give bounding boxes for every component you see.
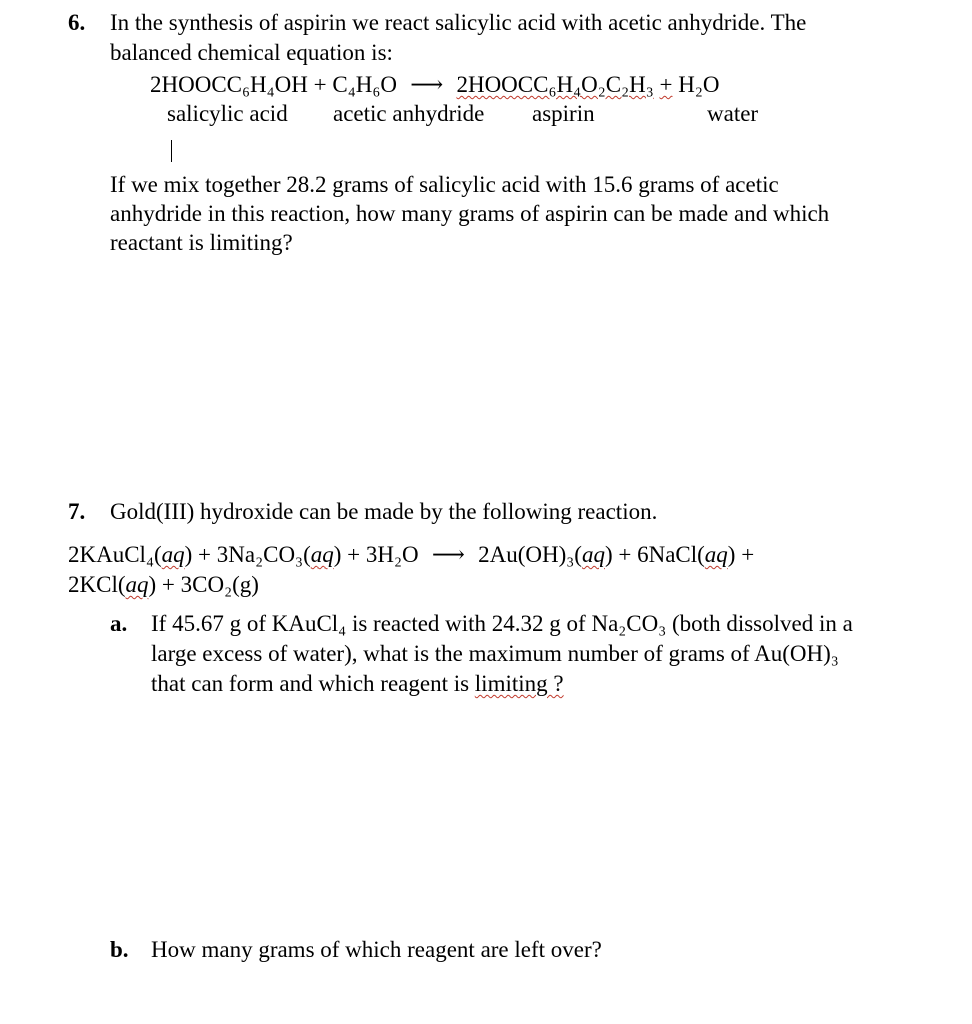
q7-eq-aq: aq (310, 542, 334, 567)
q7-eq-co2: ) + 3CO₂(g) (148, 572, 259, 597)
q6-equation-water: H₂O (678, 72, 720, 97)
q6-intro-line1: In the synthesis of aspirin we react salicylic acid with acetic anhydride. The (110, 10, 807, 35)
q7-eq-nacl: ) + 6NaCl( (604, 542, 705, 567)
q7-eq-h2o: ) + 3H₂O (333, 542, 419, 567)
label-salicylic-acid: salicylic acid (167, 101, 288, 126)
label-aspirin: aspirin (532, 101, 595, 126)
q7-part-a-limiting: limiting ? (474, 671, 564, 696)
q7-part-a-line3 (151, 669, 564, 699)
q7-part-a-line2: large excess of water), what is the maximum number of grams of Au(OH)₃ (151, 641, 839, 666)
q7-part-b-label: b. (110, 937, 129, 962)
q7-eq-aq: aq (704, 542, 728, 567)
q6-body-line3: reactant is limiting? (110, 230, 293, 255)
q6-equation (150, 70, 719, 100)
q6-intro-line2: balanced chemical equation is: (110, 40, 393, 65)
q6-equation-reactants: 2HOOCC₆H₄OH + C₄H₆O (150, 72, 397, 97)
q7-part-a-line1: If 45.67 g of KAuCl₄ is reacted with 24.32 g of Na₂CO₃ (both dissolved in a (151, 611, 853, 636)
q7-eq-kcl: 2KCl( (68, 572, 126, 597)
q7-eq-aq: aq (125, 572, 149, 597)
q7-part-b-text: How many grams of which reagent are left over? (151, 937, 602, 962)
q7-part-a-line3-text: that can form and which reagent is (151, 671, 475, 696)
label-water: water (707, 101, 759, 126)
q6-equation-aspirin: 2HOOCC₆H₄O₂C₂H₃ (456, 72, 654, 97)
q6-body-line1: If we mix together 28.2 grams of salicylic acid with 15.6 grams of acetic (110, 172, 779, 197)
q7-eq-na2co3: ) + 3Na₂CO₃( (184, 542, 311, 567)
q7-intro: Gold(III) hydroxide can be made by the following reaction. (110, 499, 658, 524)
reaction-arrow-icon: ⟶ (410, 72, 444, 97)
reaction-arrow-icon: ⟶ (431, 542, 465, 567)
q6-body-line2: anhydride in this reaction, how many grams of aspirin can be made and which (110, 201, 830, 226)
q7-eq-auoh3: 2Au(OH)₃( (478, 542, 582, 567)
q7-equation-line1 (68, 540, 754, 570)
q7-eq-plus: ) + (727, 542, 755, 567)
label-acetic-anhydride: acetic anhydride (333, 101, 485, 126)
q7-part-a-label: a. (110, 611, 128, 636)
q6-equation-plus: + (659, 72, 673, 97)
q7-eq-kaucl4: 2KAuCl₄( (68, 542, 162, 567)
q6-number: 6. (68, 10, 86, 35)
q7-eq-aq: aq (581, 542, 605, 567)
q7-number: 7. (68, 499, 86, 524)
q7-eq-aq: aq (161, 542, 185, 567)
text-cursor (171, 140, 172, 162)
q7-equation-line2 (68, 570, 259, 600)
